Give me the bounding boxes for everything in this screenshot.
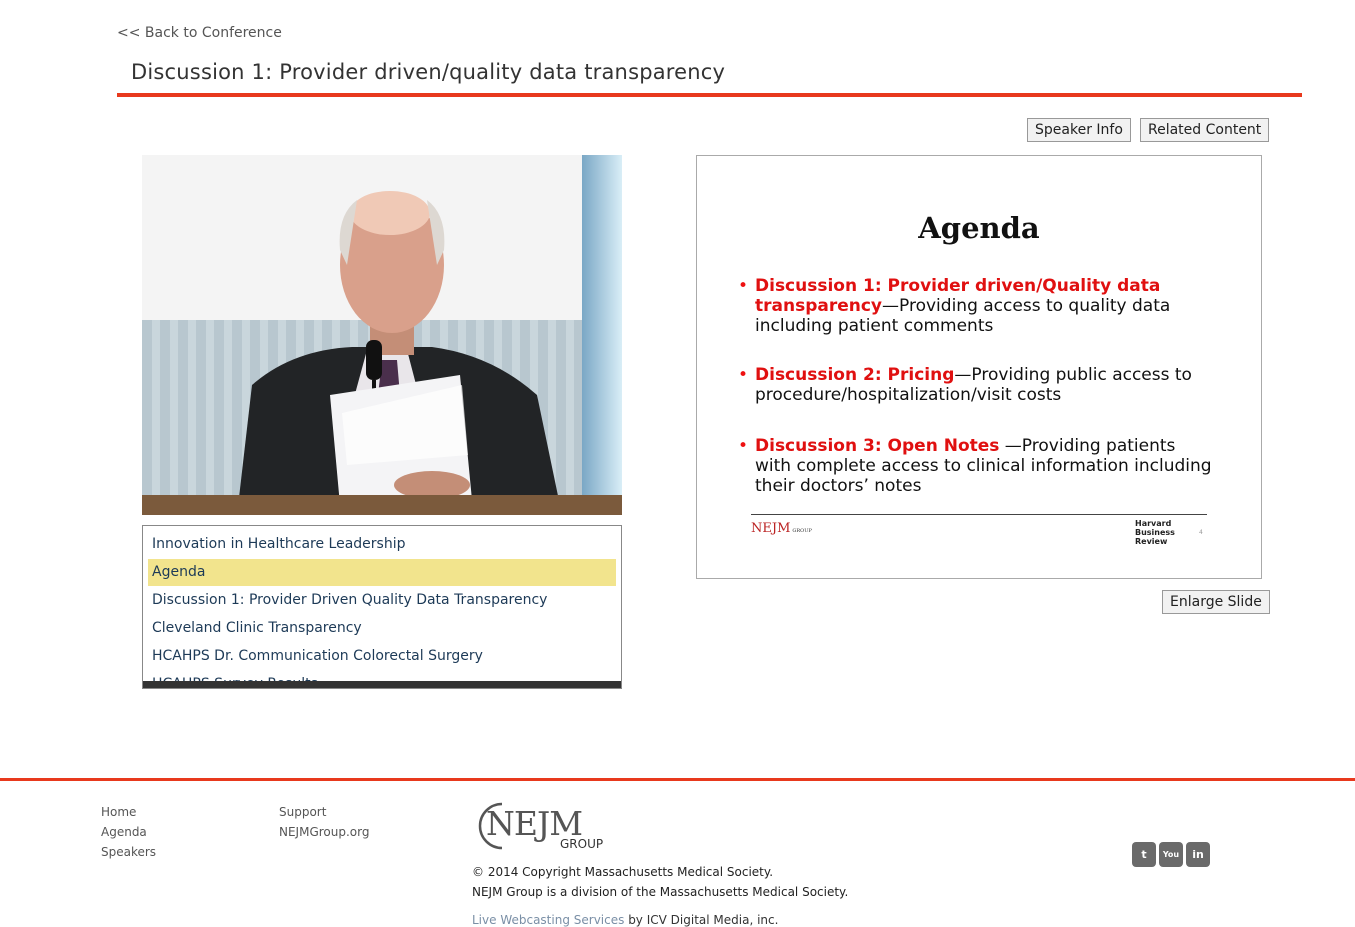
bullet-dot: • (738, 436, 749, 456)
title-divider (117, 93, 1302, 97)
slide-bullet (738, 276, 1215, 336)
bullet-dot: • (738, 365, 749, 385)
slide-hbr-logo: Harvard Business Review (1135, 519, 1175, 546)
footer-link-agenda[interactable]: Agenda (101, 825, 147, 839)
chapter-item[interactable]: Innovation in Healthcare Leadership (152, 536, 406, 552)
enlarge-slide-button[interactable]: Enlarge Slide (1162, 590, 1270, 614)
speaker-info-button[interactable]: Speaker Info (1027, 118, 1131, 142)
footer-link-nejmgroup[interactable]: NEJMGroup.org (279, 825, 370, 839)
bullet-text: —Providing public access to procedure/hospitalization/visit costs (755, 365, 1192, 405)
bullet-highlight: Discussion 2: Pricing (755, 365, 955, 385)
chapter-item[interactable]: HCAHPS Dr. Communication Colorectal Surgery (152, 648, 483, 664)
slide-footer-rule (751, 514, 1207, 515)
footer-link-support[interactable]: Support (279, 805, 327, 819)
page-title: Discussion 1: Provider driven/quality data transparency (131, 60, 726, 84)
linkedin-icon[interactable]: in (1186, 842, 1210, 867)
bullet-highlight: Discussion 3: Open Notes (755, 436, 1000, 456)
footer-webcast-credit: Live Webcasting Services by ICV Digital Media, inc. (472, 913, 779, 927)
back-to-conference-link[interactable]: << Back to Conference (117, 25, 282, 41)
nejm-group-logo: NEJM GROUP (472, 800, 602, 852)
chapter-list[interactable] (142, 525, 622, 689)
slide-nejm-logo: NEJM GROUP (751, 521, 812, 536)
twitter-icon[interactable]: t (1132, 842, 1156, 867)
slide-bullet (738, 365, 1215, 405)
speaker-video-frame (142, 155, 622, 515)
slide-page-number: 4 (1199, 529, 1203, 536)
youtube-icon[interactable]: You (1159, 842, 1183, 867)
podium (142, 495, 622, 515)
bullet-text: —Providing access to quality data including patient comments (755, 296, 1171, 336)
webcast-services-link[interactable]: Live Webcasting Services (472, 913, 625, 927)
video-player[interactable] (142, 155, 622, 515)
footer-division-note: NEJM Group is a division of the Massachusetts Medical Society. (472, 885, 849, 899)
chapter-item[interactable]: Discussion 1: Provider Driven Quality Data Transparency (152, 592, 548, 608)
bullet-text: —Providing patients with complete access to clinical information including their doctors’ notes (755, 436, 1212, 496)
related-content-button[interactable]: Related Content (1140, 118, 1269, 142)
footer-link-home[interactable]: Home (101, 805, 137, 819)
slide-title: Agenda (918, 211, 1040, 245)
footer-divider (0, 778, 1355, 781)
bullet-dot: • (738, 276, 749, 296)
chapter-scrollbar[interactable] (143, 681, 622, 688)
bullet-highlight: Discussion 1: Provider driven/Quality data transparency (755, 276, 1161, 316)
chapter-item[interactable]: Cleveland Clinic Transparency (152, 620, 362, 636)
chapter-item-active[interactable]: Agenda (148, 559, 616, 586)
footer-link-speakers[interactable]: Speakers (101, 845, 157, 859)
slide-viewer (696, 155, 1262, 579)
footer-copyright: © 2014 Copyright Massachusetts Medical Society. (472, 865, 774, 879)
slide-bullet (738, 436, 1215, 496)
